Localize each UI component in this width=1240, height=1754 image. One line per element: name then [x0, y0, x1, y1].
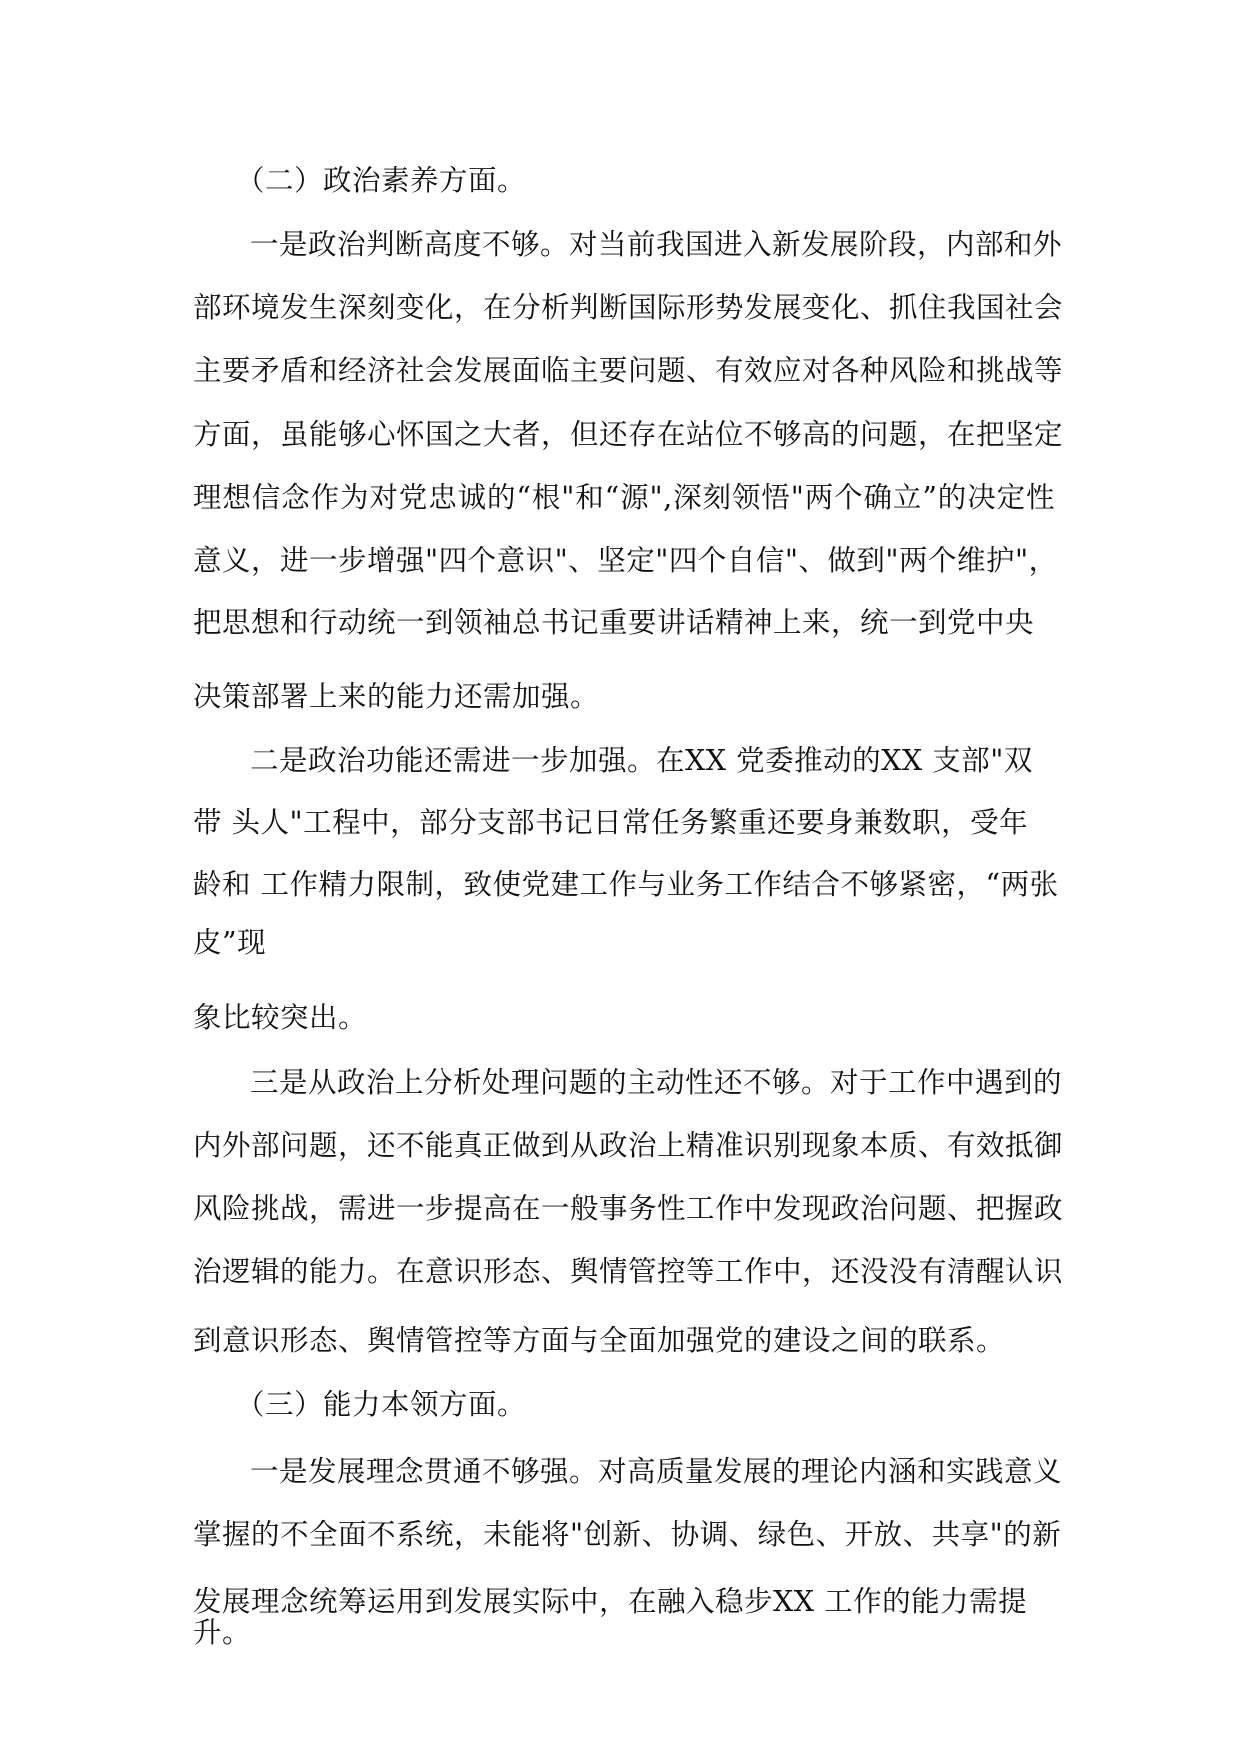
paragraph-line: 三是从政治上分析处理问题的主动性还不够。对于工作中遇到的	[250, 1066, 1063, 1099]
paragraph-line: 决策部署上来的能力还需加强。	[193, 680, 600, 713]
paragraph-line: 象比较突出。	[193, 1001, 368, 1034]
paragraph-line: 主要矛盾和经济社会发展面临主要问题、有效应对各种风险和挑战等	[193, 354, 1064, 387]
paragraph-line: 升。	[193, 1616, 252, 1649]
paragraph-line: 风险挑战，需进一步提高在一般事务性工作中发现政治问题、把握政	[193, 1192, 1064, 1225]
paragraph-line: 龄和 工作精力限制，致使党建工作与业务工作结合不够紧密，“两张	[193, 868, 1059, 901]
section-heading-ability: （三）能力本领方面。	[236, 1388, 527, 1421]
paragraph-line: 意义，进一步增强"四个意识"、坚定"四个自信"、做到"两个维护"，	[193, 544, 1058, 577]
paragraph-line: 掌握的不全面不系统，未能将"创新、协调、绿色、开放、共享"的新	[193, 1518, 1062, 1551]
paragraph-line: 皮”现	[193, 926, 267, 959]
paragraph-line: 二是政治功能还需进一步加强。在XX 党委推动的XX 支部"双	[250, 744, 1033, 777]
paragraph-line: 把思想和行动统一到领袖总书记重要讲话精神上来，统一到党中央	[193, 606, 1035, 639]
paragraph-line: 理想信念作为对党忠诚的“根"和“源",深刻领悟"两个确立”的决定性	[193, 481, 1055, 514]
paragraph-line: 内外部问题，还不能真正做到从政治上精准识别现象本质、有效抵御	[193, 1129, 1064, 1162]
paragraph-line: 一是政治判断高度不够。对当前我国进入新发展阶段，内部和外	[250, 228, 1063, 261]
paragraph-line: 发展理念统筹运用到发展实际中，在融入稳步XX 工作的能力需提	[193, 1585, 1028, 1618]
paragraph-line: 到意识形态、舆情管控等方面与全面加强党的建设之间的联系。	[193, 1324, 1006, 1357]
paragraph-line: 治逻辑的能力。在意识形态、舆情管控等工作中，还没没有清醒认识	[193, 1255, 1064, 1288]
paragraph-line: 方面，虽能够心怀国之大者，但还存在站位不够高的问题，在把坚定	[193, 418, 1064, 451]
paragraph-line: 一是发展理念贯通不够强。对高质量发展的理论内涵和实践意义	[250, 1455, 1063, 1488]
paragraph-line: 带 头人"工程中，部分支部书记日常任务繁重还要身兼数职，受年	[193, 806, 1029, 839]
section-heading-political-literacy: （二）政治素养方面。	[236, 164, 527, 197]
paragraph-line: 部环境发生深刻变化，在分析判断国际形势发展变化、抓住我国社会	[193, 291, 1064, 324]
